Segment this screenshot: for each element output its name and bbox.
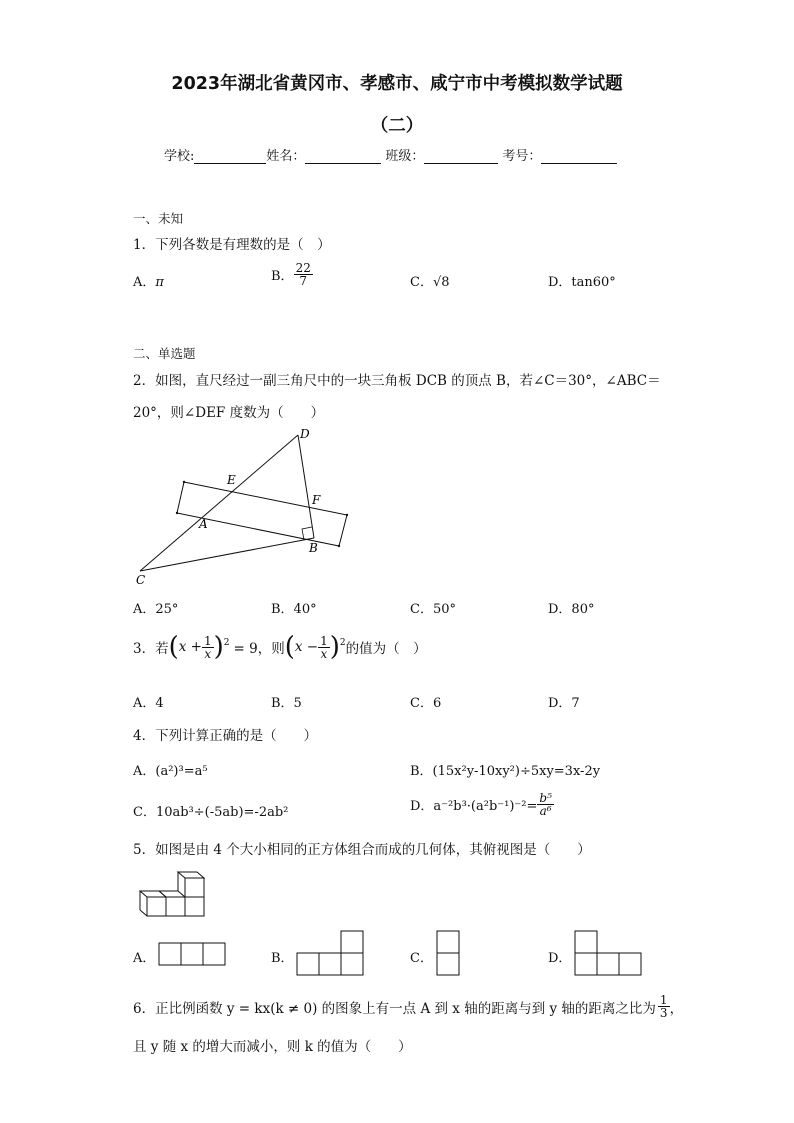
ruler-shape	[177, 482, 347, 546]
label-b: B	[309, 541, 318, 555]
q3-expr2-exponent: 2	[339, 638, 346, 648]
fraction-numerator: 1	[659, 993, 668, 1007]
question-2-stem-line2: 20°，则∠DEF 度数为（ ）	[133, 405, 325, 421]
q5-option-c-view[interactable]	[436, 930, 460, 976]
fraction-numerator: 1	[203, 633, 212, 648]
q2-option-d[interactable]: D．80°	[548, 602, 595, 617]
label-f: F	[312, 493, 321, 507]
fraction-denominator: x	[204, 646, 212, 661]
school-blank[interactable]	[194, 150, 266, 164]
q4-option-d-text: D．a⁻²b³·(a²b⁻¹)⁻²=	[410, 799, 538, 814]
label-c: C	[136, 573, 146, 587]
q5-option-d-view[interactable]	[574, 930, 642, 976]
question-1-stem: 1．下列各数是有理数的是（ ）	[133, 237, 331, 253]
paren-left: (	[168, 632, 179, 662]
fraction-denominator: x	[320, 646, 328, 661]
fraction-denominator: 7	[299, 274, 308, 288]
q3-option-a[interactable]: A．4	[133, 696, 164, 711]
page-title: 2023年湖北省黄冈市、孝感市、咸宁市中考模拟数学试题	[171, 74, 623, 94]
name-label: 姓名：	[266, 149, 306, 164]
q3-expr1-fraction	[202, 635, 214, 660]
q3-expr1-term: x +	[178, 639, 202, 655]
q1-option-c-label: C．	[410, 275, 433, 290]
label-e: E	[227, 473, 236, 487]
exam-no-label: 考号：	[502, 149, 542, 164]
question-2-stem-line1: 2．如图，直尺经过一副三角尺中的一块三角板 DCB 的顶点 B，若∠C＝30°，∠ABC＝	[133, 373, 661, 389]
q3-option-c[interactable]: C．6	[410, 696, 442, 711]
line-cb	[140, 538, 314, 571]
q3-prefix: 3．若	[133, 641, 169, 657]
q2-option-c[interactable]: C．50°	[410, 602, 456, 617]
q3-expr2-term: x −	[294, 639, 319, 655]
q4-option-a[interactable]: A．(a²)³=a⁵	[133, 764, 208, 779]
q2-ruler-triangle-figure	[130, 425, 360, 590]
section-heading-unknown: 一、未知	[133, 211, 184, 226]
q1-option-a-value: π	[155, 275, 164, 290]
q1-option-a-label: A．	[133, 275, 156, 290]
question-5-stem: 5．如图是由 4 个大小相同的正方体组合而成的几何体，其俯视图是（ ）	[133, 842, 591, 858]
q5-option-b-label[interactable]: B．	[271, 951, 294, 966]
q5-option-d-label[interactable]: D．	[548, 951, 572, 966]
fraction-numerator: 22	[295, 261, 311, 275]
q3-expr2-fraction	[318, 635, 330, 660]
class-blank[interactable]	[424, 150, 498, 164]
fraction-denominator: a⁶	[539, 804, 552, 818]
q3-middle: = 9，则	[233, 641, 285, 657]
student-info-row	[164, 145, 617, 164]
line-db	[298, 435, 314, 538]
q2-option-a[interactable]: A．25°	[133, 602, 179, 617]
question-3-stem	[133, 634, 427, 660]
q5-cube-solid-figure	[137, 867, 211, 919]
page-subtitle: （二）	[370, 116, 424, 136]
q5-option-b-view[interactable]	[296, 930, 364, 976]
q3-option-d[interactable]: D．7	[548, 696, 580, 711]
label-d: D	[300, 427, 310, 441]
q4-option-c[interactable]: C．10ab³÷(-5ab)=-2ab²	[133, 805, 289, 820]
q2-option-b[interactable]: B．40°	[271, 602, 317, 617]
q3-expr1-exponent: 2	[223, 638, 230, 648]
q1-option-b[interactable]	[271, 262, 313, 287]
right-angle-marker	[302, 527, 312, 540]
paren-right: )	[213, 632, 224, 662]
fraction-numerator: b⁵	[539, 791, 552, 805]
q3-suffix: 的值为（ ）	[345, 641, 427, 657]
class-label: 班级：	[385, 149, 425, 164]
section-heading-single-choice: 二、单选题	[133, 346, 196, 361]
q1-option-c[interactable]	[410, 271, 450, 290]
q1-option-a[interactable]	[133, 271, 164, 290]
q6-stem-text: 6．正比例函数 y = kx(k ≠ 0) 的图象上有一点 A 到 x 轴的距离与到 y 轴的距离之比为	[133, 1000, 656, 1017]
q6-comma: ，	[669, 1000, 684, 1017]
q5-option-a-label[interactable]: A．	[133, 951, 156, 966]
q5-option-a-view[interactable]	[158, 942, 226, 966]
q1-option-b-label: B．	[271, 269, 294, 284]
q1-option-d[interactable]: D．tan60°	[548, 275, 616, 290]
paren-left: (	[284, 632, 295, 662]
line-cd	[140, 435, 298, 571]
q3-option-b[interactable]: B．5	[271, 696, 302, 711]
fraction-denominator: 3	[659, 1006, 668, 1020]
q6-ratio-fraction	[658, 994, 670, 1019]
question-6-stem-line2: 且 y 随 x 的增大而减小，则 k 的值为（ ）	[133, 1039, 412, 1055]
school-label: 学校:	[164, 149, 195, 164]
exam-no-blank[interactable]	[541, 150, 617, 164]
q1-option-c-value: √8	[432, 275, 450, 290]
q1-option-b-fraction	[294, 262, 313, 287]
question-6-stem-line1	[133, 994, 683, 1019]
paren-right: )	[329, 632, 340, 662]
label-a: A	[199, 517, 208, 531]
q5-option-c-label[interactable]: C．	[410, 951, 433, 966]
q4-option-d-fraction	[537, 792, 554, 817]
question-4-stem: 4．下列计算正确的是（ ）	[133, 728, 318, 744]
name-blank[interactable]	[305, 150, 381, 164]
q4-option-b[interactable]: B．(15x²y-10xy²)÷5xy=3x-2y	[410, 764, 601, 779]
q4-option-d[interactable]	[410, 792, 554, 817]
fraction-numerator: 1	[320, 633, 328, 648]
